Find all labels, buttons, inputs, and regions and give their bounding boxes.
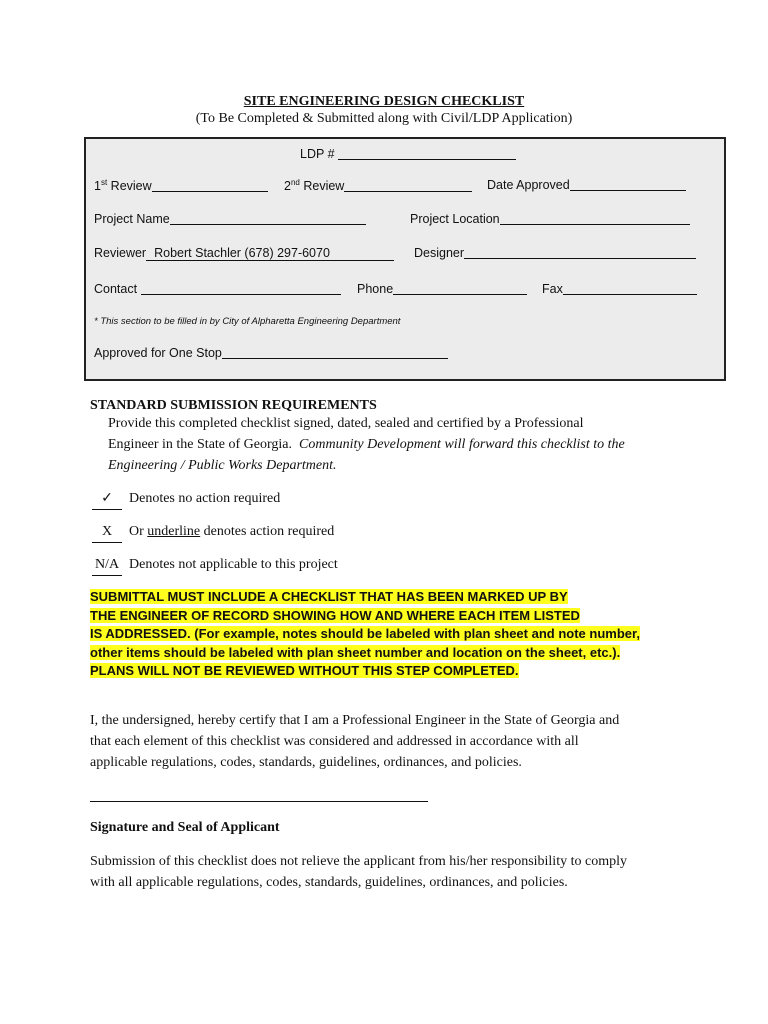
legend-action-underline: underline xyxy=(147,524,201,539)
first-review-field[interactable] xyxy=(94,178,268,193)
checkmark-icon: ✓ xyxy=(92,488,122,510)
disclaimer-line-2: with all applicable regulations, codes, standards, guidelines, ordinances, and policies. xyxy=(90,875,568,890)
legend-action-required xyxy=(92,521,334,543)
second-review-field[interactable] xyxy=(284,178,472,193)
fax-label: Fax xyxy=(542,282,563,296)
phone-field[interactable] xyxy=(357,282,527,296)
requirements-line-1: Provide this completed checklist signed, dated, sealed and certified by a Professional xyxy=(108,416,584,431)
date-approved-label: Date Approved xyxy=(487,178,570,192)
project-name-field[interactable] xyxy=(94,212,366,226)
project-location-field[interactable] xyxy=(410,212,690,226)
notice-line-4: other items should be labeled with plan sheet number and location on the sheet, etc.). xyxy=(90,644,621,660)
reviewer-field[interactable] xyxy=(94,246,394,261)
second-review-suffix: nd xyxy=(290,178,300,187)
second-review-number: 2 xyxy=(284,179,291,194)
legend-no-action-text: Denotes no action required xyxy=(129,491,281,506)
certification-line-3: applicable regulations, codes, standards, guidelines, ordinances, and policies. xyxy=(90,755,522,770)
reviewer-value[interactable]: Robert Stachler (678) 297-6070 xyxy=(146,246,394,261)
ldp-label: LDP # xyxy=(300,147,335,161)
project-name-input-line[interactable] xyxy=(170,212,366,225)
legend-no-action xyxy=(92,488,280,510)
contact-label: Contact xyxy=(94,282,138,296)
notice-line-3: IS ADDRESSED. (For example, notes should be labeled with plan sheet and note number, xyxy=(90,626,640,641)
highlighted-notice xyxy=(90,588,640,681)
date-approved-input-line[interactable] xyxy=(570,178,686,191)
project-name-label: Project Name xyxy=(94,212,170,226)
legend-action-text-a: Or xyxy=(129,524,148,539)
disclaimer-paragraph xyxy=(90,851,750,893)
phone-label: Phone xyxy=(357,282,394,296)
reviewer-label: Reviewer xyxy=(94,246,147,260)
project-location-input-line[interactable] xyxy=(500,212,690,225)
legend-action-text-b: denotes action required xyxy=(200,524,335,539)
x-mark-icon: X xyxy=(92,521,122,543)
contact-field[interactable] xyxy=(94,282,341,296)
date-approved-field[interactable] xyxy=(487,178,686,192)
requirements-line-2a: Engineer in the State of Georgia. xyxy=(108,437,293,452)
one-stop-input-line[interactable] xyxy=(222,346,448,359)
requirements-line-3: Engineering / Public Works Department. xyxy=(108,458,337,473)
document-subtitle: (To Be Completed & Submitted along with Civil/LDP Application) xyxy=(195,111,573,126)
first-review-label: Review xyxy=(110,179,152,194)
document-title: SITE ENGINEERING DESIGN CHECKLIST xyxy=(243,94,525,109)
designer-input-line[interactable] xyxy=(464,246,696,259)
certification-paragraph xyxy=(90,710,740,773)
legend-not-applicable xyxy=(92,554,338,576)
first-review-number: 1 xyxy=(94,179,101,194)
fax-input-line[interactable] xyxy=(563,282,697,295)
contact-input-line[interactable] xyxy=(141,282,341,295)
certification-line-2: that each element of this checklist was considered and addressed in accordance with all xyxy=(90,734,579,749)
ldp-number-field[interactable] xyxy=(300,147,516,161)
phone-input-line[interactable] xyxy=(393,282,527,295)
one-stop-label: Approved for One Stop xyxy=(94,346,222,360)
legend-na-text: Denotes not applicable to this project xyxy=(129,557,338,572)
na-mark: N/A xyxy=(92,554,122,576)
requirements-heading: STANDARD SUBMISSION REQUIREMENTS xyxy=(90,398,377,413)
fax-field[interactable] xyxy=(542,282,697,296)
first-review-input-line[interactable] xyxy=(152,179,268,192)
notice-line-5: PLANS WILL NOT BE REVIEWED WITHOUT THIS STEP COMPLETED. xyxy=(90,663,519,678)
designer-label: Designer xyxy=(414,246,465,260)
one-stop-field[interactable] xyxy=(94,346,448,360)
disclaimer-line-1: Submission of this checklist does not relieve the applicant from his/her responsibility to comply xyxy=(90,854,627,869)
signature-line[interactable] xyxy=(90,801,428,802)
second-review-label: Review xyxy=(303,179,345,194)
requirements-line-2 xyxy=(108,434,728,455)
form-footnote: * This section to be filled in by City of Alpharetta Engineering Department xyxy=(94,316,401,327)
notice-line-2: THE ENGINEER OF RECORD SHOWING HOW AND WHERE EACH ITEM LISTED xyxy=(90,607,580,623)
notice-line-1: SUBMITTAL MUST INCLUDE A CHECKLIST THAT HAS BEEN MARKED UP BY xyxy=(90,589,568,604)
second-review-input-line[interactable] xyxy=(344,179,472,192)
certification-line-1: I, the undersigned, hereby certify that I am a Professional Engineer in the State of Georgia and xyxy=(90,713,620,728)
requirements-paragraph xyxy=(108,413,728,476)
project-location-label: Project Location xyxy=(410,212,500,226)
ldp-input-line[interactable] xyxy=(338,147,516,160)
requirements-line-2b: Community Development will forward this checklist to the xyxy=(299,437,625,452)
designer-field[interactable] xyxy=(414,246,696,260)
first-review-suffix: st xyxy=(100,178,108,187)
signature-label: Signature and Seal of Applicant xyxy=(90,820,280,835)
